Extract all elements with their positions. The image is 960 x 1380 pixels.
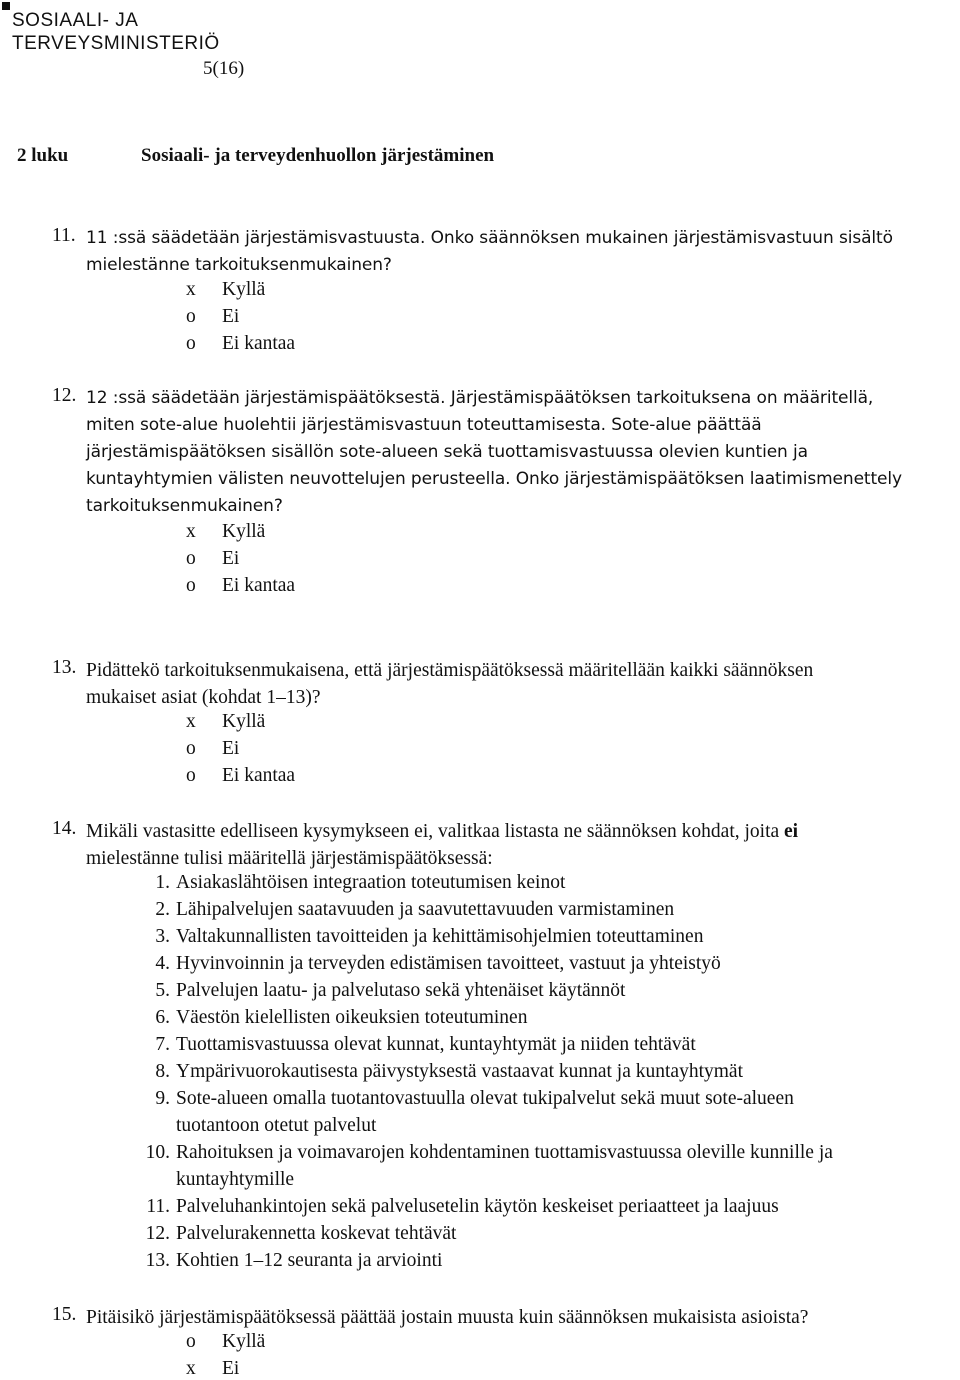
option-mark: o: [186, 333, 196, 354]
option-label: Ei: [222, 306, 240, 327]
list-item-text: Ympärivuorokautisesta päivystyksestä vastaavat kunnat ja kuntayhtymät: [176, 1061, 743, 1082]
list-item-text: Kohtien 1–12 seuranta ja arviointi: [176, 1250, 443, 1271]
option-mark: o: [186, 1331, 196, 1352]
list-item-number: 10.: [145, 1142, 170, 1163]
option-mark: x: [186, 1358, 196, 1379]
logo-line-2: TERVEYSMINISTERIÖ: [12, 33, 220, 54]
question-text-line: tarkoituksenmukainen?: [86, 496, 283, 516]
option-label: Kyllä: [222, 1331, 266, 1352]
list-item-number: 8.: [155, 1061, 170, 1082]
list-item-text: Asiakaslähtöisen integraation toteutumisen keinot: [176, 872, 566, 893]
list-item-number: 13.: [145, 1250, 170, 1271]
question-text-line: mielestänne tulisi määritellä järjestämispäätöksessä:: [86, 848, 493, 869]
question-text-line: mukaiset asiat (kohdat 1–13)?: [86, 687, 321, 708]
option-mark: o: [186, 765, 196, 786]
list-item-number: 2.: [155, 899, 170, 920]
logo-line-1: SOSIAALI- JA: [12, 10, 139, 31]
option-mark: x: [186, 521, 196, 542]
question-number: 15.: [52, 1304, 77, 1325]
question-text-line: [86, 818, 798, 845]
option-mark: o: [186, 738, 196, 759]
list-item-number: 3.: [155, 926, 170, 947]
list-item-text: Palvelujen laatu- ja palvelutaso sekä yhtenäiset käytännöt: [176, 980, 626, 1001]
list-item-number: 4.: [155, 953, 170, 974]
question-text-line: 11 :ssä säädetään järjestämisvastuusta. Onko säännöksen mukainen järjestämisvastuun sisältö: [86, 228, 893, 248]
option-mark: o: [186, 548, 196, 569]
question-text-line: Pidättekö tarkoituksenmukaisena, että järjestämispäätöksessä määritellään kaikki säännöksen: [86, 660, 814, 681]
list-item-text: Väestön kielellisten oikeuksien toteutuminen: [176, 1007, 528, 1028]
list-item-number: 7.: [155, 1034, 170, 1055]
question-number: 14.: [52, 818, 77, 839]
question-text-line: miten sote-alue huolehtii järjestämisvastuun toteuttamisesta. Sote-alue päättää: [86, 415, 762, 435]
question-number: 12.: [52, 385, 77, 406]
ministry-logo: [12, 9, 220, 55]
list-item-text: Valtakunnallisten tavoitteiden ja kehittämisohjelmien toteuttaminen: [176, 926, 704, 947]
question-number: 13.: [52, 657, 77, 678]
option-mark: o: [186, 575, 196, 596]
logo-square-icon: [2, 2, 10, 10]
chapter-number: 2 luku: [17, 145, 69, 166]
list-item-number: 5.: [155, 980, 170, 1001]
question-number: 11.: [52, 225, 76, 246]
option-label: Ei: [222, 548, 240, 569]
option-label: Ei kantaa: [222, 333, 296, 354]
question-text-line: Pitäisikö järjestämispäätöksessä päättää jostain muusta kuin säännöksen mukaisista asioista?: [86, 1307, 809, 1328]
option-label: Ei: [222, 1358, 240, 1379]
chapter-title: Sosiaali- ja terveydenhuollon järjestäminen: [141, 145, 495, 166]
option-mark: x: [186, 279, 196, 300]
option-label: Ei kantaa: [222, 575, 296, 596]
list-item-number: 1.: [155, 872, 170, 893]
question-text: Mikäli vastasitte edelliseen kysymykseen ei, valitkaa listasta ne säännöksen kohdat, joita: [86, 821, 780, 842]
list-item-text: kuntayhtymille: [176, 1169, 295, 1190]
question-text-line: järjestämispäätöksen sisällön sote-alueen sekä tuottamisvastuussa olevien kuntien ja: [86, 442, 808, 462]
list-item-text: Palvelurakennetta koskevat tehtävät: [176, 1223, 457, 1244]
list-item-text: tuotantoon otetut palvelut: [176, 1115, 377, 1136]
option-label: Kyllä: [222, 711, 266, 732]
list-item-text: Rahoituksen ja voimavarojen kohdentaminen tuottamisvastuussa oleville kunnille ja: [176, 1142, 833, 1163]
option-label: Ei: [222, 738, 240, 759]
list-item-text: Sote-alueen omalla tuotantovastuulla olevat tukipalvelut sekä muut sote-alueen: [176, 1088, 794, 1109]
option-mark: x: [186, 711, 196, 732]
list-item-text: Tuottamisvastuussa olevat kunnat, kuntayhtymät ja niiden tehtävät: [176, 1034, 696, 1055]
question-text-line: mielestänne tarkoituksenmukainen?: [86, 255, 392, 275]
option-mark: o: [186, 306, 196, 327]
option-label: Ei kantaa: [222, 765, 296, 786]
question-text-line: 12 :ssä säädetään järjestämispäätöksestä. Järjestämispäätöksen tarkoituksena on määritellä,: [86, 388, 874, 408]
option-label: Kyllä: [222, 279, 266, 300]
list-item-number: 11.: [146, 1196, 170, 1217]
page-number: 5(16): [203, 58, 245, 79]
list-item-number: 12.: [145, 1223, 170, 1244]
list-item-text: Lähipalvelujen saatavuuden ja saavutettavuuden varmistaminen: [176, 899, 675, 920]
option-label: Kyllä: [222, 521, 266, 542]
list-item-text: Palveluhankintojen sekä palvelusetelin käytön keskeiset periaatteet ja laajuus: [176, 1196, 779, 1217]
emphasis-word: ei: [784, 821, 799, 842]
list-item-number: 6.: [155, 1007, 170, 1028]
list-item-text: Hyvinvoinnin ja terveyden edistämisen tavoitteet, vastuut ja yhteistyö: [176, 953, 721, 974]
list-item-number: 9.: [155, 1088, 170, 1109]
question-text-line: kuntayhtymien välisten neuvottelujen perusteella. Onko järjestämispäätöksen laatimismenettely: [86, 469, 902, 489]
